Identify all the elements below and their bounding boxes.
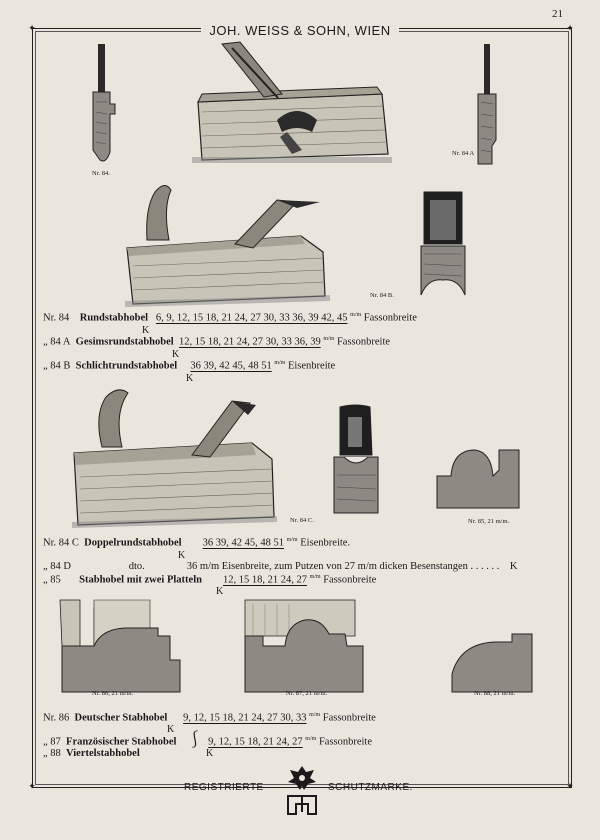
row-nr87 [43, 731, 373, 749]
profile-85-illustration [435, 448, 525, 510]
measure-label: Fassonbreite [363, 312, 417, 324]
measure-label: Fassonbreite [323, 574, 377, 586]
measure-label: Fassonbreite [336, 336, 391, 348]
page-number: 21 [552, 8, 563, 20]
k-marker: K [206, 748, 214, 759]
caption-nr84c: Nr. 84 C. [290, 517, 314, 524]
product-name: Französischer Stabhobel [66, 736, 177, 748]
product-name: Rundstabhobel [79, 312, 149, 324]
k-marker: K [142, 325, 150, 336]
row-nr84d [43, 561, 518, 572]
row-nr84c [43, 537, 350, 549]
caption-nr88: Nr. 88, 21 m/m. [474, 690, 516, 697]
measure-label: Eisenbreite. [300, 537, 351, 549]
caption-nr84: Nr. 84. [92, 170, 110, 177]
product-name: dto. [128, 561, 145, 572]
row-number: „ 84 D [43, 561, 71, 572]
row-nr85 [43, 574, 376, 586]
profile-87-illustration [243, 598, 365, 696]
size-list: 12, 15 18, 21 24, 27 [222, 574, 307, 586]
row-nr88 [43, 748, 140, 759]
unit: m/m [309, 574, 321, 580]
profile-86-illustration [58, 598, 182, 696]
corner-ornament: ✦ [566, 23, 574, 33]
footer-left-text: REGISTRIERTE [184, 782, 264, 793]
size-list: 9, 12, 15 18, 21 24, 27 30, 33 [183, 712, 307, 724]
k-marker: K [216, 586, 224, 597]
trademark-eagle-clamp-icon [280, 762, 324, 820]
row-number: Nr. 84 C [43, 537, 79, 549]
row-number: „ 84 B [43, 360, 71, 372]
product-name: Stabhobel mit zwei Platteln [79, 574, 202, 586]
corner-ornament: ✦ [28, 23, 36, 33]
row-number: „ 85 [43, 574, 61, 586]
header-title: JOH. WEISS & SOHN, WIEN [201, 23, 398, 38]
corner-ornament: ✦ [566, 781, 574, 791]
k-marker: K [167, 724, 175, 735]
footer-right-text: SCHUTZMARKE. [328, 782, 413, 793]
measure-label: Eisenbreite [287, 360, 336, 372]
unit: m/m [305, 736, 317, 742]
unit: m/m [274, 360, 286, 366]
product-name: Gesimsrundstabhobel [75, 336, 174, 348]
size-list: 36 39, 42 45, 48 51 [190, 360, 272, 372]
size-list: 9, 12, 15 18, 21 24, 27 [208, 736, 303, 748]
row-number: „ 87 [43, 736, 61, 748]
product-name: Schlichtrundstabhobel [75, 360, 178, 372]
rundstabhobel-84-illustration [192, 42, 402, 172]
unit: m/m [309, 712, 321, 718]
row-number: „ 88 [43, 748, 61, 759]
plane-iron-84b-illustration [418, 190, 468, 300]
unit: m/m [286, 537, 298, 543]
caption-nr84a: Nr. 84 A [452, 150, 475, 157]
k-marker: K [172, 349, 180, 360]
size-list: 12, 15 18, 21 24, 27 30, 33 36, 39 [178, 336, 321, 348]
brace: ⎰ [186, 731, 203, 749]
product-name: Deutscher Stabhobel [74, 712, 168, 724]
unit: m/m [350, 312, 362, 318]
page-header [0, 22, 600, 40]
doppelrundstabhobel-84c-illustration [72, 385, 282, 530]
row-nr84 [43, 312, 417, 324]
plane-iron-84a-illustration [472, 42, 512, 167]
size-list: 6, 9, 12, 15 18, 21 24, 27 30, 33 36, 39 42, 45 [155, 312, 348, 324]
measure-label: Fassonbreite [318, 736, 373, 748]
caption-nr84b: Nr. 84 B. [370, 292, 394, 299]
caption-nr85: Nr. 85, 21 m/m. [468, 518, 510, 525]
caption-nr87: Nr. 87, 21 m/m. [286, 690, 328, 697]
product-name: Viertelstabhobel [66, 748, 140, 759]
plane-iron-84c-illustration [330, 405, 382, 515]
product-description: 36 m/m Eisenbreite, zum Putzen von 27 m/m dicken Besenstangen . . . . . . [186, 561, 500, 572]
schlichtrundstabhobel-84b-illustration [125, 178, 340, 308]
caption-nr86: Nr. 86, 21 m/m. [92, 690, 134, 697]
k-marker: K [178, 550, 186, 561]
row-nr84a [43, 336, 390, 348]
product-name: Doppelrundstabhobel [84, 537, 182, 549]
profile-88-illustration [450, 632, 534, 694]
k-marker: K [186, 373, 194, 384]
row-nr84b [43, 360, 335, 372]
row-number: Nr. 84 [43, 312, 70, 324]
k-marker: K [509, 561, 518, 572]
unit: m/m [323, 336, 335, 342]
measure-label: Fassonbreite [322, 712, 376, 724]
size-list: 36 39, 42 45, 48 51 [202, 537, 284, 549]
row-number: Nr. 86 [43, 712, 70, 724]
row-nr86 [43, 712, 376, 724]
row-number: „ 84 A [43, 336, 71, 348]
corner-ornament: ✦ [28, 781, 36, 791]
plane-iron-84-illustration [88, 42, 128, 167]
